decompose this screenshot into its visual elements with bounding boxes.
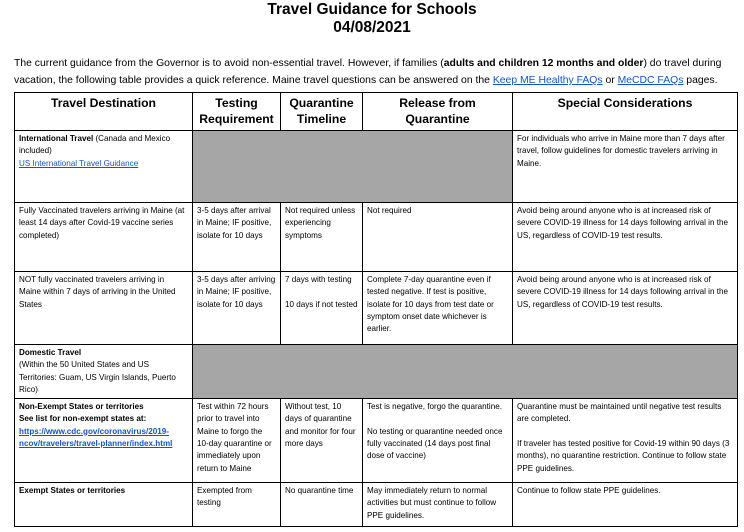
cell-destination: International Travel (Canada and Mexico included) US International Travel Guidance — [15, 131, 193, 203]
mecdc-faqs-link[interactable]: MeCDC FAQs — [617, 75, 684, 86]
cell-testing: 3-5 days after arriving in Maine; IF positive, isolate for 10 days — [193, 272, 281, 345]
cell-release: Complete 7-day quarantine even if tested negative. If test is positive, isolate for 10 days from test date or symptom onset date whichever is earlier. — [363, 272, 513, 345]
header-release: Release from Quarantine — [363, 93, 513, 131]
cell-special: Avoid being around anyone who is at increased risk of severe COVID-19 illness for 14 days following arrival in the US, regardless of COVID-19 test results. — [513, 272, 738, 345]
cell-special: Avoid being around anyone who is at increased risk of severe COVID-19 illness for 14 days following arrival in the US, regardless of COVID-19 test results. — [513, 203, 738, 272]
cell-quarantine: No quarantine time — [281, 483, 363, 527]
cell-destination: Non-Exempt States or territories See list for non-exempt states at: https://www.cdc.gov/coronavirus/2019-ncov/travelers/travel-planner/index.html — [15, 399, 193, 483]
intro-paragraph — [14, 55, 734, 89]
cell-destination: Fully Vaccinated travelers arriving in Maine (at least 14 days after Covid-19 vaccine series completed) — [15, 203, 193, 272]
table-row-vaccinated — [15, 203, 738, 272]
table-header-row — [15, 93, 738, 131]
cell-release: Not required — [363, 203, 513, 272]
cell-quarantine: Not required unless experiencing symptoms — [281, 203, 363, 272]
intro-text-4: pages. — [683, 75, 718, 86]
cell-release: May immediately return to normal activities but must continue to follow PPE guidelines. — [363, 483, 513, 527]
intro-text-2: ) do travel during vacation, the following table provides a quick reference. Maine travel questions can be answered on the — [14, 58, 722, 86]
gray-filler-cell — [193, 345, 738, 399]
header-destination: Travel Destination — [15, 93, 193, 131]
cell-destination: NOT fully vaccinated travelers arriving in Maine within 7 days of arriving in the United States — [15, 272, 193, 345]
cell-quarantine: 7 days with testing 10 days if not tested — [281, 272, 363, 345]
cell-destination: Exempt States or territories — [15, 483, 193, 527]
cell-quarantine: Without test, 10 days of quarantine and monitor for four more days — [281, 399, 363, 483]
travel-guidance-table — [14, 92, 738, 527]
us-international-travel-guidance-link[interactable]: US International Travel Guidance — [19, 158, 139, 168]
gray-filler-cell — [193, 131, 513, 203]
domestic-label: Domestic Travel — [19, 348, 82, 357]
international-label: International Travel — [19, 134, 94, 143]
intro-bold: adults and children 12 months and older — [443, 58, 644, 69]
table-row-exempt — [15, 483, 738, 527]
table-row-non-exempt — [15, 399, 738, 483]
intro-text-3: or — [602, 75, 618, 86]
cell-testing: Exempted from testing — [193, 483, 281, 527]
cdc-travel-planner-link[interactable]: https://www.cdc.gov/coronavirus/2019-ncov/travelers/travel-planner/index.html — [19, 426, 173, 449]
keep-me-healthy-faqs-link[interactable]: Keep ME Healthy FAQs — [492, 75, 603, 86]
intro-text-1: The current guidance from the Governor is to avoid non-essential travel. However, if families ( — [14, 58, 444, 69]
table-row-domestic — [15, 345, 738, 399]
cell-special: Quarantine must be maintained until negative test results are completed. If traveler has tested positive for Covid-19 within 90 days (3 months), no quarantine restriction. Continue to follow state PPE guidelines. — [513, 399, 738, 483]
table-row-international — [15, 131, 738, 203]
page-title: Travel Guidance for Schools — [267, 1, 477, 18]
cell-special: Continue to follow state PPE guidelines. — [513, 483, 738, 527]
cell-destination: Domestic Travel (Within the 50 United States and US Territories: Guam, US Virgin Islands, Puerto Rico) — [15, 345, 193, 399]
header-special: Special Considerations — [513, 93, 738, 131]
cell-special: For individuals who arrive in Maine more than 7 days after travel, follow guidelines for domestic travelers arriving in Maine. — [513, 131, 738, 203]
header-quarantine: Quarantine Timeline — [281, 93, 363, 131]
header-testing: Testing Requirement — [193, 93, 281, 131]
cell-testing: 3-5 days after arrival in Maine; IF positive, isolate for 10 days — [193, 203, 281, 272]
cell-release: Test is negative, forgo the quarantine. No testing or quarantine needed once fully vaccinated (14 days post final dose of vaccine) — [363, 399, 513, 483]
page-date: 04/08/2021 — [333, 19, 411, 36]
table-row-not-vaccinated — [15, 272, 738, 345]
cell-testing: Test within 72 hours prior to travel into Maine to forgo the 10-day quarantine or immediately upon return to Maine — [193, 399, 281, 483]
